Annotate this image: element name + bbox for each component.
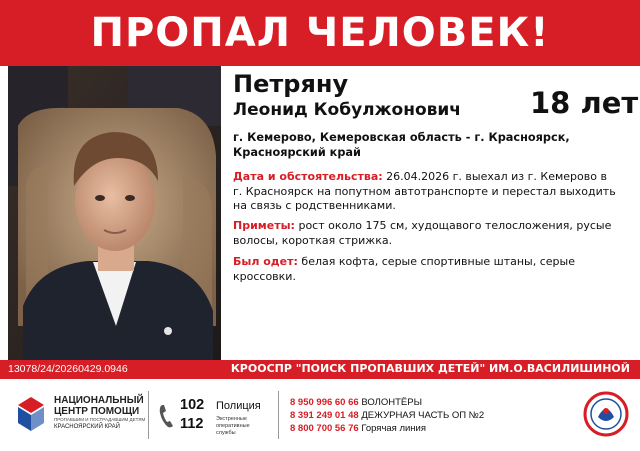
emergency-label-line3: службы: [216, 430, 236, 436]
features-paragraph: [233, 219, 618, 248]
police-label: Полиция: [216, 400, 261, 412]
person-age: 18 лет: [530, 86, 639, 120]
features-label: Приметы:: [233, 219, 295, 232]
poster-code: 13078/24/20260429.0946: [8, 363, 128, 375]
center-line1: НАЦИОНАЛЬНЫЙ: [54, 395, 144, 406]
hotline-item: [290, 397, 422, 408]
info-strip: [0, 360, 640, 379]
emergency-label: [216, 416, 250, 437]
center-sub: ПРОПАВШИМ И ПОСТРАДАВШИМ ДЕТЯМ: [54, 417, 146, 422]
emergency-label-line2: оперативные: [216, 423, 250, 429]
divider: [148, 391, 149, 439]
hotline-label: Горячая линия: [361, 423, 427, 434]
hotline-label: ДЕЖУРНАЯ ЧАСТЬ ОП №2: [361, 410, 485, 421]
police-number: 102: [180, 397, 205, 413]
person-given-names: Леонид Кобулжонович: [233, 100, 461, 120]
hotline-item: [290, 410, 484, 421]
features-text: рост около 175 см, худощавого телосложения, русые волосы, короткая стрижка.: [233, 219, 612, 247]
hotline-item: [290, 423, 426, 434]
person-surname: Петряну: [233, 70, 349, 98]
header-banner: [0, 0, 640, 66]
search-org-seal-icon: [583, 391, 629, 437]
hotline-number: 8 950 996 60 66: [290, 397, 359, 408]
hotline-label: ВОЛОНТЁРЫ: [361, 397, 423, 408]
footer: [0, 379, 640, 451]
hotline-number: 8 391 249 01 48: [290, 410, 359, 421]
center-region: КРАСНОЯРСКИЙ КРАЙ: [54, 424, 120, 430]
circumstances-text: 26.04.2026 г. выехал из г. Кемерово в г. Красноярск на попутном автотранспорте и перестал выходить на связь с родственниками.: [233, 170, 616, 212]
organization-name: КРООСПР "ПОИСК ПРОПАВШИХ ДЕТЕЙ" ИМ.О.ВАСИЛИШИНОЙ: [230, 362, 630, 375]
center-line2: ЦЕНТР ПОМОЩИ: [54, 406, 140, 417]
emergency-number: 112: [180, 416, 204, 432]
circumstances-label: Дата и обстоятельства:: [233, 170, 383, 183]
clothes-paragraph: [233, 255, 618, 284]
clothes-text: белая кофта, серые спортивные штаны, серые кроссовки.: [233, 255, 575, 283]
national-center-text: [54, 395, 145, 431]
emergency-label-line1: Экстренные: [216, 416, 247, 422]
person-photo: [8, 66, 221, 360]
phone-icon: [158, 403, 174, 429]
national-center-logo-icon: [16, 395, 46, 433]
clothes-label: Был одет:: [233, 255, 298, 268]
poster-title: ПРОПАЛ ЧЕЛОВЕК!: [90, 10, 550, 56]
circumstances-paragraph: [233, 170, 618, 214]
person-location: г. Кемерово, Кемеровская область - г. Красноярск, Красноярский край: [233, 131, 570, 159]
hotline-number: 8 800 700 56 76: [290, 423, 359, 434]
divider: [278, 391, 279, 439]
